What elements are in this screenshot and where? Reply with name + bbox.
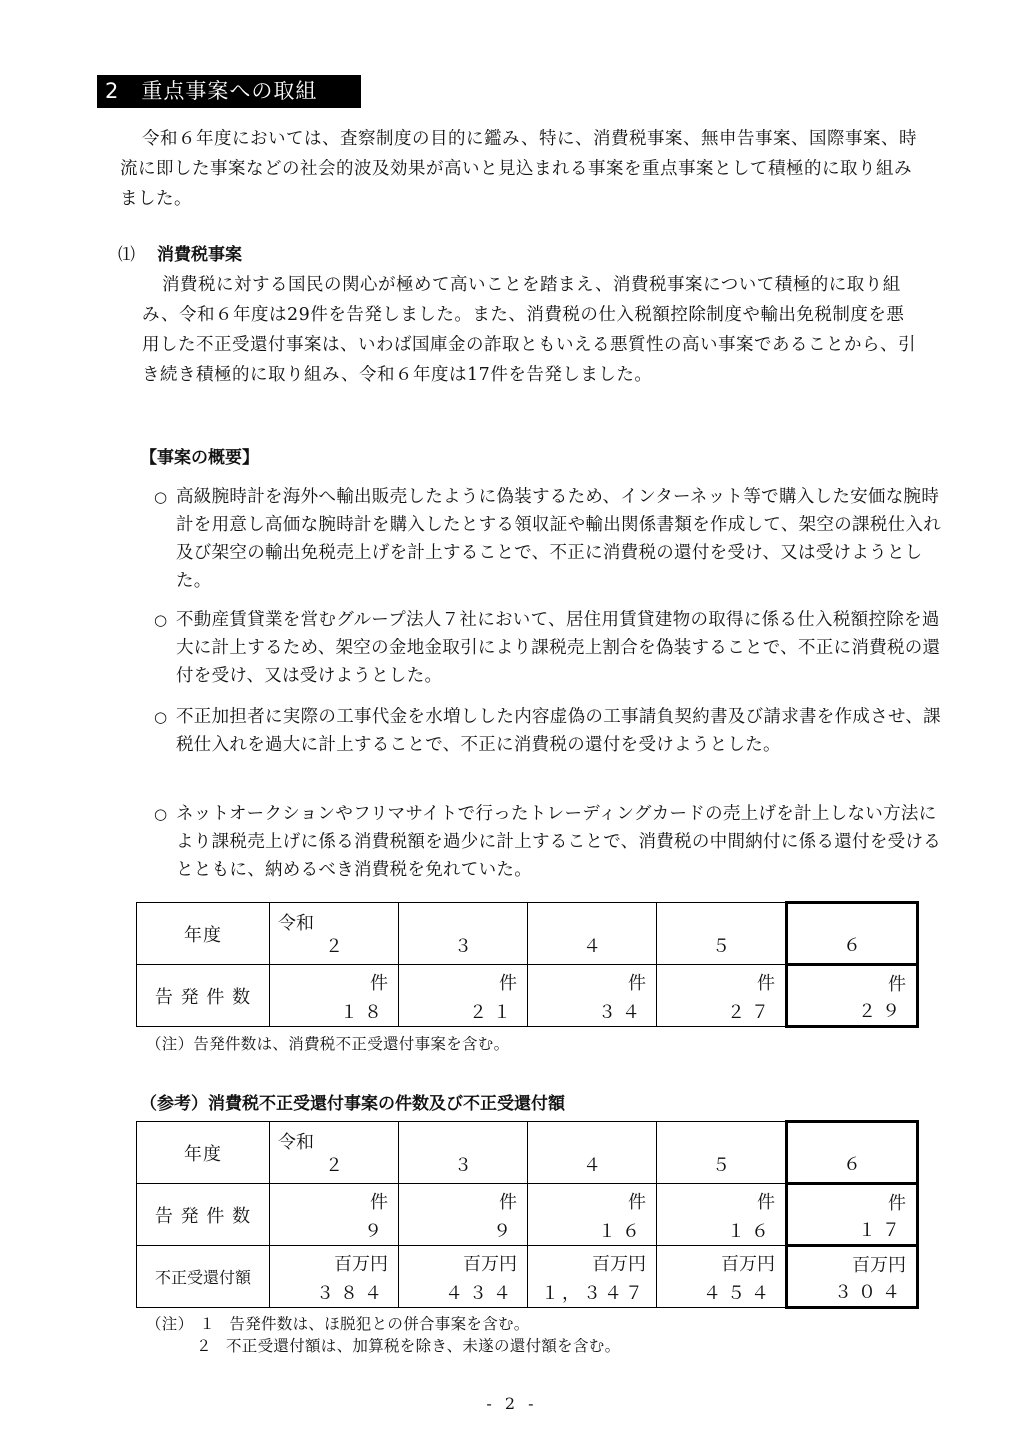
unit-label: 件 (628, 973, 646, 994)
era-label: 令和 (278, 1132, 314, 1153)
section-heading (97, 75, 361, 108)
case-text: ネットオークションやフリマサイトで行ったトレーディングカードの売上げを計上しない方法により課税売上げに係る消費税額を過少に計上することで、消費税の中間納付に係る還付を受けるとともに、納めるべき消費税を免れていた。 (176, 804, 942, 880)
year-value: ５ (712, 1155, 730, 1176)
section-number: 2 (105, 79, 120, 103)
count-cell (270, 1184, 399, 1246)
year-cell (270, 1122, 399, 1184)
count-cell-highlight (787, 1184, 918, 1246)
year-value: ６ (843, 1154, 861, 1175)
unit-label: 百万円 (721, 1254, 775, 1275)
unit-label: 件 (370, 1192, 388, 1213)
year-label: 年度 (137, 903, 270, 965)
count-label: 告 発 件 数 (137, 965, 270, 1027)
year-value: ６ (843, 935, 861, 956)
count-cell (528, 965, 657, 1027)
amount-value: ４３４ (445, 1283, 517, 1304)
year-value: ２ (325, 1155, 343, 1176)
prosecution-count-table (136, 901, 919, 1028)
count-cell (657, 1184, 787, 1246)
count-value: ３４ (598, 1002, 646, 1023)
unit-label: 件 (370, 973, 388, 994)
circle-bullet-icon: ○ (154, 708, 168, 726)
case-item (154, 606, 946, 690)
amount-value: ３８４ (316, 1283, 388, 1304)
note-number: １ (199, 1315, 216, 1333)
count-value: １６ (727, 1221, 775, 1242)
year-cell (399, 1122, 528, 1184)
table-row (137, 1246, 918, 1308)
amount-value: ３０４ (834, 1282, 906, 1303)
unit-label: 件 (757, 973, 775, 994)
year-cell (399, 903, 528, 965)
subsection-body: 消費税に対する国民の関心が極めて高いことを踏まえ、消費税事案について積極的に取り組み、令和６年度は29件を告発しました。また、消費税の仕入税額控除制度や輸出免税制度を悪用した不正受還付事案は、いわば国庫金の詐取ともいえる悪質性の高い事案であることから、引き続き積極的に取り組み、令和６年度は17件を告発しました。 (142, 275, 916, 385)
unit-label: 百万円 (852, 1255, 906, 1276)
count-cell (399, 1184, 528, 1246)
unit-label: 百万円 (592, 1254, 646, 1275)
count-value: ２７ (727, 1002, 775, 1023)
table2-notes (146, 1313, 620, 1357)
table-row (137, 1122, 918, 1184)
year-value: ２ (325, 936, 343, 957)
year-cell (270, 903, 399, 965)
count-value: ９ (493, 1221, 517, 1242)
unit-label: 件 (628, 1192, 646, 1213)
year-cell (657, 1122, 787, 1184)
count-value: ９ (364, 1221, 388, 1242)
reference-title: （参考）消費税不正受還付事案の件数及び不正受還付額 (140, 1094, 565, 1114)
year-value: ４ (583, 936, 601, 957)
year-cell (657, 903, 787, 965)
count-cell (657, 965, 787, 1027)
amount-cell-highlight (787, 1246, 918, 1308)
count-value: １７ (858, 1220, 906, 1241)
case-item (154, 483, 946, 595)
circle-bullet-icon: ○ (154, 611, 168, 629)
table-row (137, 1184, 918, 1246)
unit-label: 件 (757, 1192, 775, 1213)
unit-label: 百万円 (334, 1254, 388, 1275)
count-value: １６ (598, 1221, 646, 1242)
unit-label: 件 (888, 1193, 906, 1214)
case-item (154, 703, 946, 759)
subsection-number: ⑴ (118, 245, 135, 265)
table1-note: （注）告発件数は、消費税不正受還付事案を含む。 (146, 1035, 510, 1053)
year-cell-highlight (787, 1122, 918, 1184)
circle-bullet-icon: ○ (154, 488, 168, 506)
year-cell (528, 903, 657, 965)
amount-cell (528, 1246, 657, 1308)
year-cell (528, 1122, 657, 1184)
amount-value: １，３４７ (541, 1283, 646, 1304)
note-text: 告発件数は、ほ脱犯との併合事案を含む。 (229, 1315, 530, 1333)
subsection-heading (118, 243, 242, 267)
case-text: 不正加担者に実際の工事代金を水増しした内容虚偽の工事請負契約書及び請求書を作成させ、課税仕入れを過大に計上することで、不正に消費税の還付を受けようとした。 (176, 707, 941, 755)
amount-value: ４５４ (703, 1283, 775, 1304)
year-cell-highlight (787, 903, 918, 965)
note-text: 不正受還付額は、加算税を除き、未遂の還付額を含む。 (226, 1337, 621, 1355)
count-value: １８ (340, 1002, 388, 1023)
page-number: - 2 - (486, 1394, 538, 1413)
circle-bullet-icon: ○ (154, 805, 168, 823)
count-cell (270, 965, 399, 1027)
amount-cell (657, 1246, 787, 1308)
section-title: 重点事案への取組 (141, 79, 318, 103)
note-prefix: （注） (146, 1315, 194, 1333)
year-value: ４ (583, 1155, 601, 1176)
unit-label: 件 (888, 974, 906, 995)
refund-fraud-table (136, 1120, 919, 1309)
year-value: ３ (454, 936, 472, 957)
case-text: 不動産賃貸業を営むグループ法人７社において、居住用賃貸建物の取得に係る仕入税額控除を過大に計上するため、架空の金地金取引により課税売上割合を偽装することで、不正に消費税の還付を受け、又は受けようとした。 (176, 610, 941, 686)
year-value: ５ (712, 936, 730, 957)
unit-label: 百万円 (463, 1254, 517, 1275)
amount-cell (399, 1246, 528, 1308)
count-cell (399, 965, 528, 1027)
note-line (146, 1335, 620, 1357)
count-cell-highlight (787, 965, 918, 1027)
case-text: 高級腕時計を海外へ輸出販売したように偽装するため、インターネット等で購入した安価な腕時計を用意し高価な腕時計を購入したとする領収証や輸出関係書類を作成して、架空の課税仕入れ及び架空の輸出免税売上げを計上することで、不正に消費税の還付を受け、又は受けようとした。 (176, 487, 942, 591)
intro-paragraph: 令和６年度においては、査察制度の目的に鑑み、特に、消費税事案、無申告事案、国際事案、時流に即した事案などの社会的波及効果が高いと見込まれる事案を重点事案として積極的に取り組みました。 (120, 129, 918, 209)
year-label: 年度 (137, 1122, 270, 1184)
count-value: ２１ (469, 1002, 517, 1023)
case-item (154, 800, 946, 884)
count-cell (528, 1184, 657, 1246)
amount-label: 不正受還付額 (137, 1246, 270, 1308)
unit-label: 件 (499, 1192, 517, 1213)
table-row (137, 965, 918, 1027)
count-label: 告 発 件 数 (137, 1184, 270, 1246)
count-value: ２９ (858, 1001, 906, 1022)
table-row (137, 903, 918, 965)
unit-label: 件 (499, 973, 517, 994)
era-label: 令和 (278, 913, 314, 934)
outline-title: 【事案の概要】 (140, 448, 259, 468)
subsection-title: 消費税事案 (157, 245, 242, 265)
note-line (146, 1313, 620, 1335)
year-value: ３ (454, 1155, 472, 1176)
amount-cell (270, 1246, 399, 1308)
note-number: ２ (196, 1337, 212, 1355)
